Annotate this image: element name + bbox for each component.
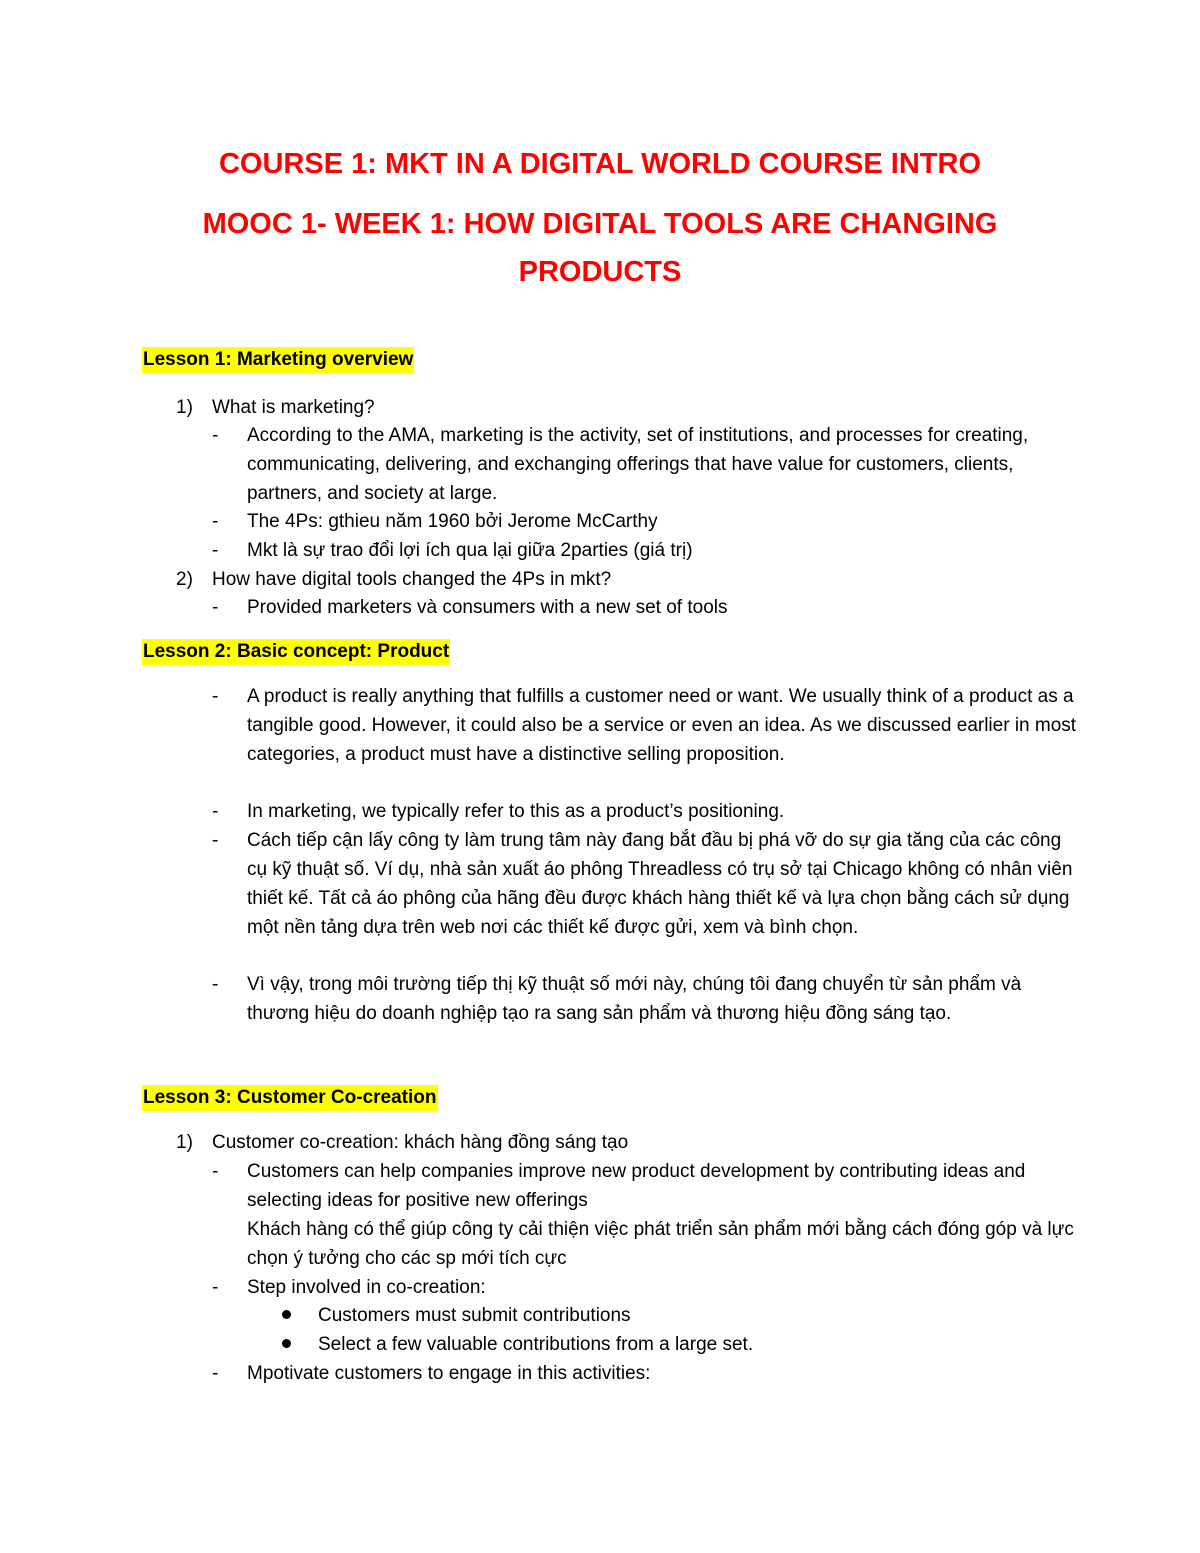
lesson-3-item-improve-development-vi: Khách hàng có thể giúp công ty cải thiện việc phát triển sản phẩm mới bằng cách đóng góp và lực chọn ý tưởng cho các sp mới tích cực: [247, 1219, 1074, 1269]
lesson-2-item-co-created-brands: Vì vậy, trong môi trường tiếp thị kỹ thuật số mới này, chúng tôi đang chuyển từ sản phẩm và thương hiệu do doanh nghiệp tạo ra sang sản phẩm và thương hiệu đồng sáng tạo.: [247, 974, 1022, 1024]
dash-bullet: -: [212, 1277, 219, 1298]
dash-bullet: -: [212, 540, 219, 561]
lesson-3-item-improve-development: Customers can help companies improve new product development by contributing ideas and selecting ideas for positive new offerings: [247, 1161, 1026, 1211]
list-number: 1): [176, 397, 193, 418]
lesson-1-item-ama-definition: According to the AMA, marketing is the activity, set of institutions, and processes for creating, communicating, delivering, and exchanging offerings that have value for customers, clients, partners, and society at large.: [247, 425, 1029, 504]
dash-bullet: -: [212, 830, 219, 851]
lesson-3-question-1: Customer co-creation: khách hàng đồng sáng tạo: [212, 1132, 629, 1153]
lesson-2-item-threadless: Cách tiếp cận lấy công ty làm trung tâm này đang bắt đầu bị phá vỡ do sự gia tăng của các công cụ kỹ thuật số. Ví dụ, nhà sản xuất áo phông Threadless có trụ sở tại Chicago không có nhân viên thiết kế. Tất cả áo phông của hãng đều được khách hàng thiết kế và lựa chọn bằng cách sử dụng một nền tảng dựa trên web nơi các thiết kế được gửi, xem và bình chọn.: [247, 830, 1073, 938]
dash-bullet: -: [212, 801, 219, 822]
lesson-3-item-steps: Step involved in co-creation:: [247, 1277, 486, 1298]
week-title: MOOC 1- WEEK 1: HOW DIGITAL TOOLS ARE CHANGING PRODUCTS: [202, 208, 998, 288]
lesson-3-step-select: Select a few valuable contributions from a large set.: [318, 1334, 754, 1355]
list-number: 2): [176, 569, 193, 590]
list-number: 1): [176, 1132, 193, 1153]
bullet-dot: [282, 1310, 291, 1319]
dash-bullet: -: [212, 686, 219, 707]
lesson-1-item-tools: Provided marketers và consumers with a new set of tools: [247, 597, 728, 618]
lesson-1-item-4ps: The 4Ps: gthieu năm 1960 bởi Jerome McCarthy: [247, 511, 658, 532]
lesson-1-question-2: How have digital tools changed the 4Ps in mkt?: [212, 569, 612, 590]
lesson-3-heading: Lesson 3: Customer Co-creation: [142, 1085, 438, 1111]
dash-bullet: -: [212, 425, 219, 446]
dash-bullet: -: [212, 1161, 219, 1182]
lesson-1-item-exchange: Mkt là sự trao đổi lợi ích qua lại giữa 2parties (giá trị): [247, 540, 693, 561]
lesson-3-step-submit: Customers must submit contributions: [318, 1305, 631, 1326]
lesson-2-heading: Lesson 2: Basic concept: Product: [142, 639, 450, 665]
dash-bullet: -: [212, 597, 219, 618]
lesson-2-item-product-definition: A product is really anything that fulfills a customer need or want. We usually think of a product as a tangible good. However, it could also be a service or even an idea. As we discussed earlier in most categories, a product must have a distinctive selling proposition.: [247, 686, 1077, 765]
lesson-1-question-1: What is marketing?: [212, 397, 375, 418]
lesson-2-item-positioning: In marketing, we typically refer to this as a product’s positioning.: [247, 801, 785, 822]
bullet-dot: [282, 1339, 291, 1348]
dash-bullet: -: [212, 511, 219, 532]
dash-bullet: -: [212, 1363, 219, 1384]
lesson-3-item-motivate: Mpotivate customers to engage in this activities:: [247, 1363, 651, 1384]
course-title: COURSE 1: MKT IN A DIGITAL WORLD COURSE INTRO: [218, 148, 982, 180]
lesson-1-heading: Lesson 1: Marketing overview: [142, 347, 414, 373]
dash-bullet: -: [212, 974, 219, 995]
